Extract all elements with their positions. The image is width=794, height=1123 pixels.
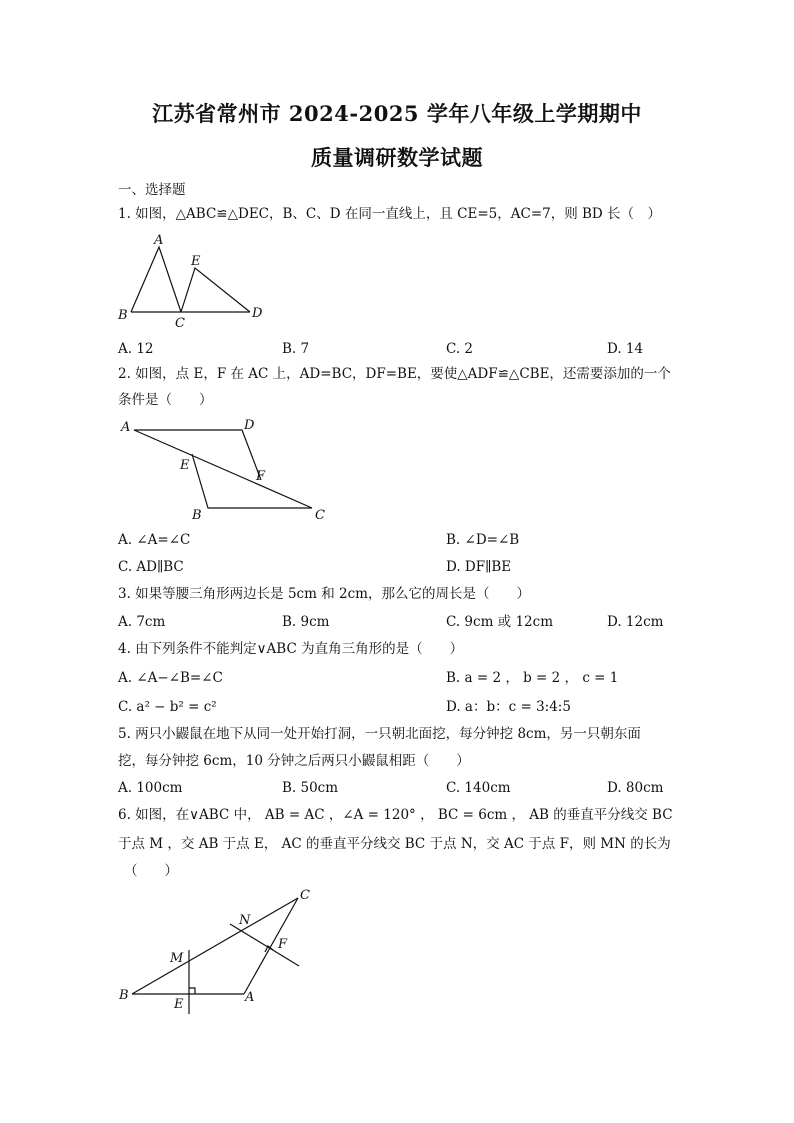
page-title-line-1: 江苏省常州市 2024-2025 学年八年级上学期期中 xyxy=(152,101,642,126)
option-b[interactable]: B. 50cm xyxy=(282,780,339,796)
question-5-stem-line-1: 5. 两只小鼹鼠在地下从同一处开始打洞，一只朝北面挖，每分钟挖 8cm，另一只朝东面 xyxy=(118,726,641,742)
question-2-stem-line-2: 条件是（ ） xyxy=(118,392,213,408)
label-B: B xyxy=(192,508,202,523)
label-C: C xyxy=(300,888,310,903)
section-heading: 一、选择题 xyxy=(118,182,186,198)
label-B: B xyxy=(118,308,128,323)
question-6-stem-line-2: 于点 M ，交 AB 于点 E， AC 的垂直平分线交 BC 于点 N，交 AC 于点 F，则 MN 的长为 xyxy=(118,836,671,852)
label-C: C xyxy=(315,508,325,523)
question-3-stem: 3. 如果等腰三角形两边长是 5cm 和 2cm，那么它的周长是（ ） xyxy=(118,586,530,602)
page-title-line-2: 质量调研数学试题 xyxy=(311,145,483,170)
option-d[interactable]: D. 80cm xyxy=(607,780,664,796)
question-1-figure xyxy=(112,230,272,334)
label-F: F xyxy=(278,937,288,952)
option-d[interactable]: D. 12cm xyxy=(607,614,664,630)
label-E: E xyxy=(174,997,184,1012)
option-a[interactable]: A. ∠A−∠B=∠C xyxy=(118,670,223,686)
question-6-stem-line-3: （ ） xyxy=(124,863,178,879)
option-d[interactable]: D. a：b：c = 3:4:5 xyxy=(446,699,571,715)
option-c[interactable]: C. 2 xyxy=(446,341,474,357)
option-c[interactable]: C. AD∥BC xyxy=(118,559,184,575)
option-b[interactable]: B. 7 xyxy=(282,341,310,357)
label-A: A xyxy=(154,233,164,248)
question-6-figure xyxy=(112,884,322,1016)
question-1-stem: 1. 如图，△ABC≌△DEC，B、C、D 在同一直线上，且 CE=5，AC=7，则 BD 长（ ） xyxy=(118,206,662,222)
option-b[interactable]: B. a = 2 ， b = 2 ， c = 1 xyxy=(446,670,619,686)
label-B: B xyxy=(119,988,129,1003)
option-a[interactable]: A. 100cm xyxy=(118,780,183,796)
question-6-stem-line-1: 6. 如图，在∨ABC 中， AB = AC ，∠A = 120° ， BC = 6cm ， AB 的垂直平分线交 BC xyxy=(118,807,673,823)
question-5-stem-line-2: 挖，每分钟挖 6cm，10 分钟之后两只小鼹鼠相距（ ） xyxy=(118,753,470,769)
question-2-stem-line-1: 2. 如图，点 E，F 在 AC 上，AD=BC，DF=BE，要使△ADF≌△CBE，还需要添加的一个 xyxy=(118,366,671,382)
option-c[interactable]: C. 9cm 或 12cm xyxy=(446,614,554,630)
option-a[interactable]: A. 12 xyxy=(118,341,154,357)
label-A: A xyxy=(245,990,255,1005)
label-M: M xyxy=(170,951,184,966)
question-2-figure xyxy=(112,414,342,526)
label-N: N xyxy=(239,913,251,928)
label-D: D xyxy=(252,306,263,321)
label-E: E xyxy=(191,254,201,269)
label-C: C xyxy=(175,316,185,331)
question-4-stem: 4. 由下列条件不能判定∨ABC 为直角三角形的是（ ） xyxy=(118,641,464,657)
option-d[interactable]: D. DF∥BE xyxy=(446,559,512,575)
label-E: E xyxy=(180,458,190,473)
option-c[interactable]: C. 140cm xyxy=(446,780,511,796)
label-F: F xyxy=(256,469,266,484)
label-A: A xyxy=(121,420,131,435)
option-b[interactable]: B. 9cm xyxy=(282,614,330,630)
label-D: D xyxy=(244,418,255,433)
option-b[interactable]: B. ∠D=∠B xyxy=(446,532,520,548)
option-c[interactable]: C. a² − b² = c² xyxy=(118,699,217,715)
option-d[interactable]: D. 14 xyxy=(607,341,644,357)
option-a[interactable]: A. ∠A=∠C xyxy=(118,532,191,548)
option-a[interactable]: A. 7cm xyxy=(118,614,166,630)
